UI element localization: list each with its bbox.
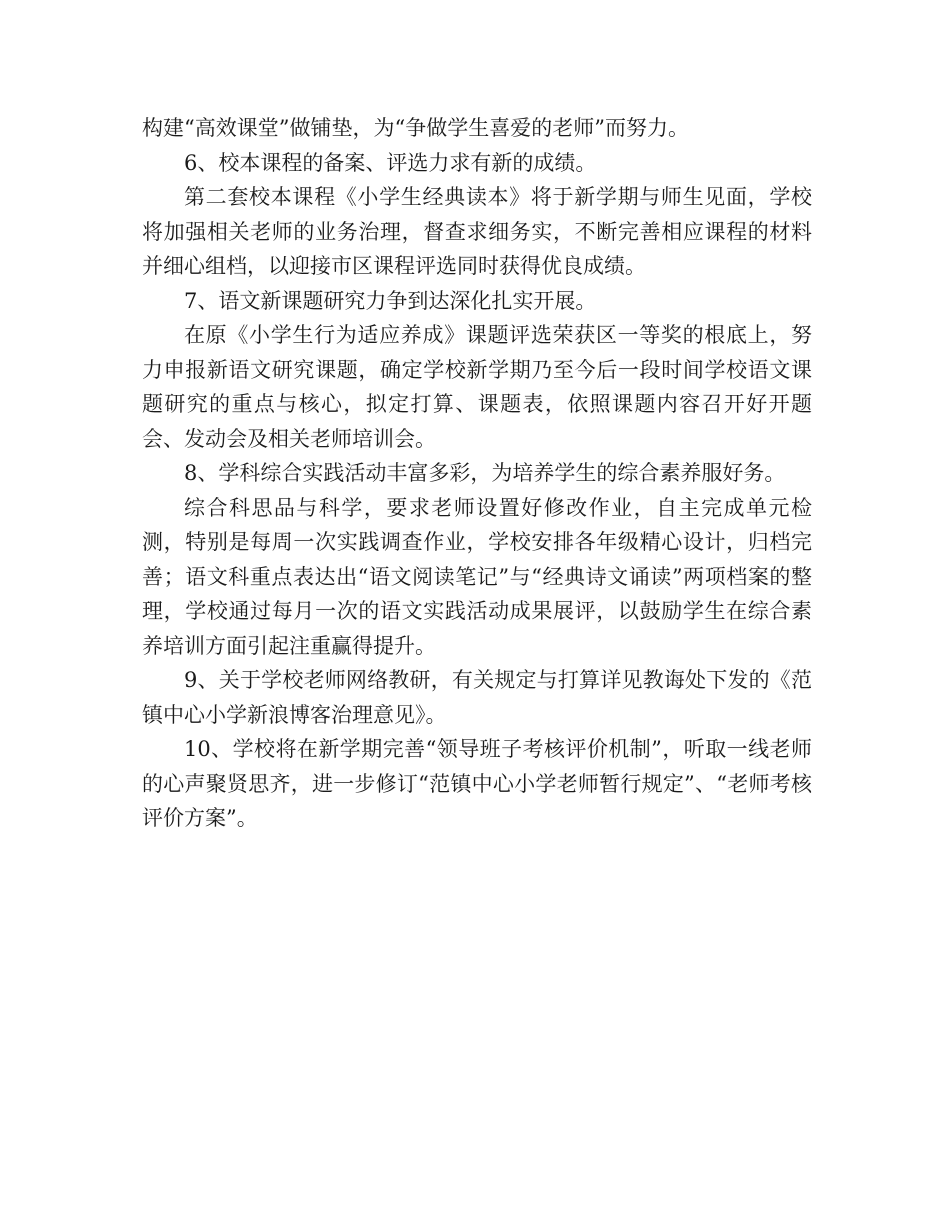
paragraph-item-7-body: 在原《小学生行为适应养成》课题评选荣获区一等奖的根底上，努力申报新语文研究课题，确定学校新学期乃至今后一段时间学校语文课题研究的重点与核心，拟定打算、课题表，依照课题内容召开好开题会、发动会及相关老师培训会。: [142, 323, 812, 451]
paragraph-item-9: 9、关于学校老师网络教研，有关规定与打算详见教诲处下发的《范镇中心小学新浪博客治理意见》。: [142, 668, 812, 727]
paragraph-continuation: 构建“高效课堂”做铺垫，为“争做学生喜爱的老师”而努力。: [142, 116, 689, 140]
heading-item-6: 6、校本课程的备案、评选力求有新的成绩。: [184, 150, 597, 175]
paragraph-item-10: 10、学校将在新学期完善“领导班子考核评价机制”，听取一线老师的心声聚贤思齐，进一步修订“范镇中心小学老师暂行规定”、“老师考核评价方案”。: [142, 737, 812, 830]
heading-item-8: 8、学科综合实践活动丰富多彩，为培养学生的综合素养服好务。: [184, 461, 786, 485]
paragraph-item-6-body: 第二套校本课程《小学生经典读本》将于新学期与师生见面，学校将加强相关老师的业务治理，督查求细务实，不断完善相应课程的材料并细心组档，以迎接市区课程评选同时获得优良成绩。: [142, 185, 812, 278]
heading-item-7: 7、语文新课题研究力争到达深化扎实开展。: [184, 288, 597, 313]
document-body: [142, 111, 812, 836]
paragraph-item-8-body: 综合科思品与科学，要求老师设置好修改作业，自主完成单元检测，特别是每周一次实践调查作业，学校安排各年级精心设计，归档完善；语文科重点表达出“语文阅读笔记”与“经典诗文诵读”两项档案的整理，学校通过每月一次的语文实践活动成果展评，以鼓励学生在综合素养培训方面引起注重赢得提升。: [142, 495, 812, 658]
